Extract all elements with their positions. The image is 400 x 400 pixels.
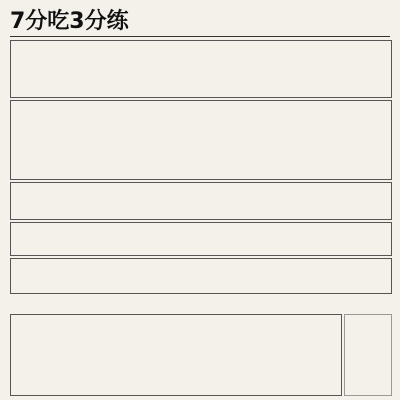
ingredient-block-2	[10, 182, 392, 220]
ingredient-block-1	[10, 100, 392, 180]
brand-slogan: 7分吃3分练	[10, 9, 129, 34]
ingredient-block-3	[10, 222, 392, 256]
ingredient-block-4	[10, 258, 392, 294]
product-info-block	[10, 40, 392, 98]
nutrition-table	[10, 314, 342, 396]
usage-notes	[344, 314, 392, 396]
divider	[10, 36, 390, 37]
